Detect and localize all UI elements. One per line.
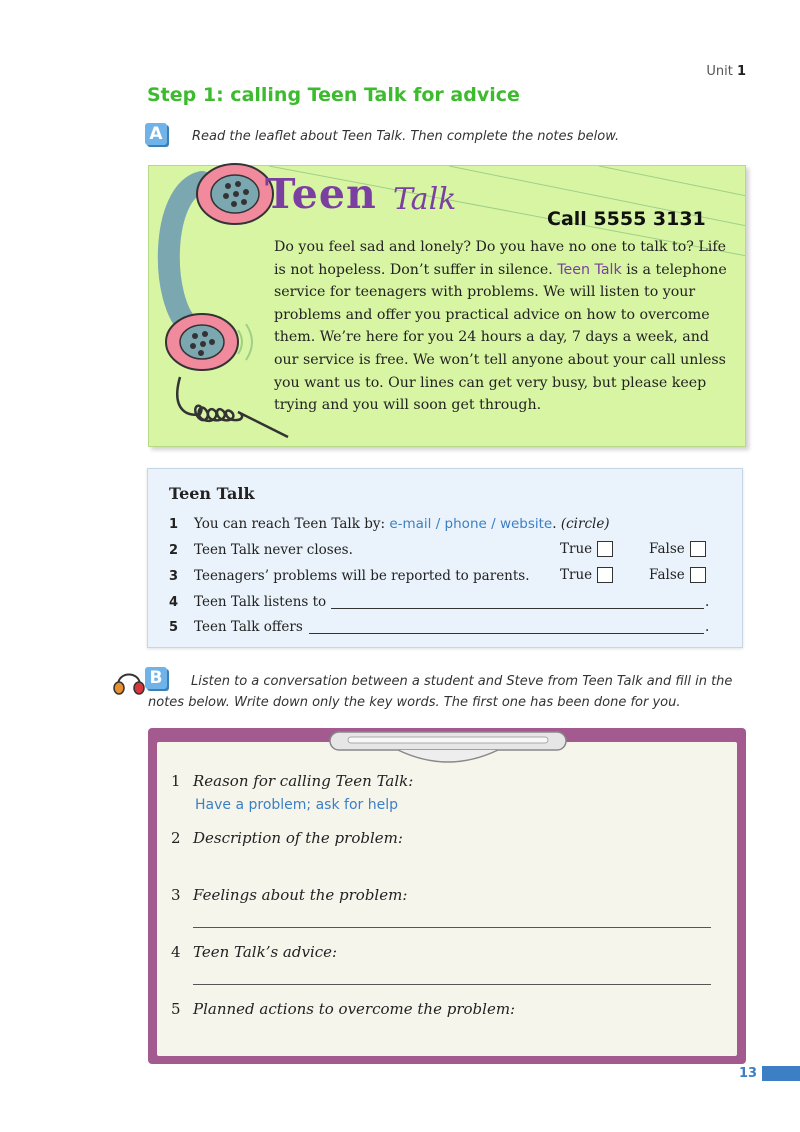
item-5-answer-line[interactable]	[309, 633, 704, 634]
clipboard-clip-icon	[328, 728, 568, 773]
section-a-badge: A	[145, 123, 167, 145]
contact-options[interactable]: e-mail / phone / website	[389, 516, 553, 532]
clipboard-item-2: 2 Description of the problem:	[171, 829, 403, 847]
clipboard-item-3: 3 Feelings about the problem:	[171, 886, 408, 904]
example-answer: Have a problem; ask for help	[195, 797, 398, 813]
notes-item-5: 5 Teen Talk offers	[169, 619, 303, 635]
item-4-answer-line[interactable]	[193, 984, 711, 985]
clipboard-item-4: 4 Teen Talk’s advice:	[171, 943, 338, 961]
page-number-bar	[762, 1066, 800, 1081]
leaflet-body: Do you feel sad and lonely? Do you have no one to talk to? Life is not hopeless. Don’t suffer in silence. Teen Talk is a telephone service for teenagers with problems. We will listen to your problems and offer you practical advice on how to overcome them. We’re here for you 24 hours a day, 7 days a week, and our service is free. We won’t tell anyone about your call unless you want us to. Our lines can get very busy, but please keep trying and you will soon get through.	[274, 239, 727, 414]
item-4-period: .	[705, 594, 710, 610]
notes-item-3: 3 Teenagers’ problems will be reported to parents.	[169, 568, 530, 584]
notes-item-2: 2 Teen Talk never closes.	[169, 542, 353, 558]
step-title: Step 1: calling Teen Talk for advice	[147, 84, 520, 106]
checkbox[interactable]	[597, 541, 613, 557]
page-number: 13	[739, 1066, 758, 1081]
item-3-false[interactable]: False	[649, 567, 706, 583]
notes-title: Teen Talk	[169, 484, 255, 503]
checkbox[interactable]	[597, 567, 613, 583]
item-3-answer-line[interactable]	[193, 927, 711, 928]
leaflet-logo-talk: Talk	[393, 182, 457, 217]
clipboard-item-1: 1 Reason for calling Teen Talk:	[171, 772, 414, 790]
leaflet-logo-teen: Teen	[265, 170, 377, 218]
checkbox[interactable]	[690, 541, 706, 557]
section-b-instruction: Listen to a conversation between a student and Steve from Teen Talk and fill in the notes below. Write down only the key words. The first one has been done for you.	[148, 674, 733, 710]
item-2-false[interactable]: False	[649, 541, 706, 557]
section-a-instruction: Read the leaflet about Teen Talk. Then complete the notes below.	[192, 129, 620, 144]
notes-item-1: 1 You can reach Teen Talk by: e-mail / phone / website. (circle)	[169, 516, 610, 532]
item-2-true[interactable]: True	[560, 541, 613, 557]
unit-label: Unit 1	[706, 64, 746, 79]
leaflet-highlight: Teen Talk	[557, 261, 622, 278]
item-3-true[interactable]: True	[560, 567, 613, 583]
checkbox[interactable]	[690, 567, 706, 583]
item-4-answer-line[interactable]	[331, 608, 704, 609]
notes-item-4: 4 Teen Talk listens to	[169, 594, 327, 610]
headphones-icon	[112, 667, 146, 697]
leaflet-call-number: Call 5555 3131	[547, 208, 706, 230]
item-5-period: .	[705, 619, 710, 635]
section-b-badge: B	[145, 667, 167, 689]
clipboard-item-5: 5 Planned actions to overcome the problem:	[171, 1000, 516, 1018]
